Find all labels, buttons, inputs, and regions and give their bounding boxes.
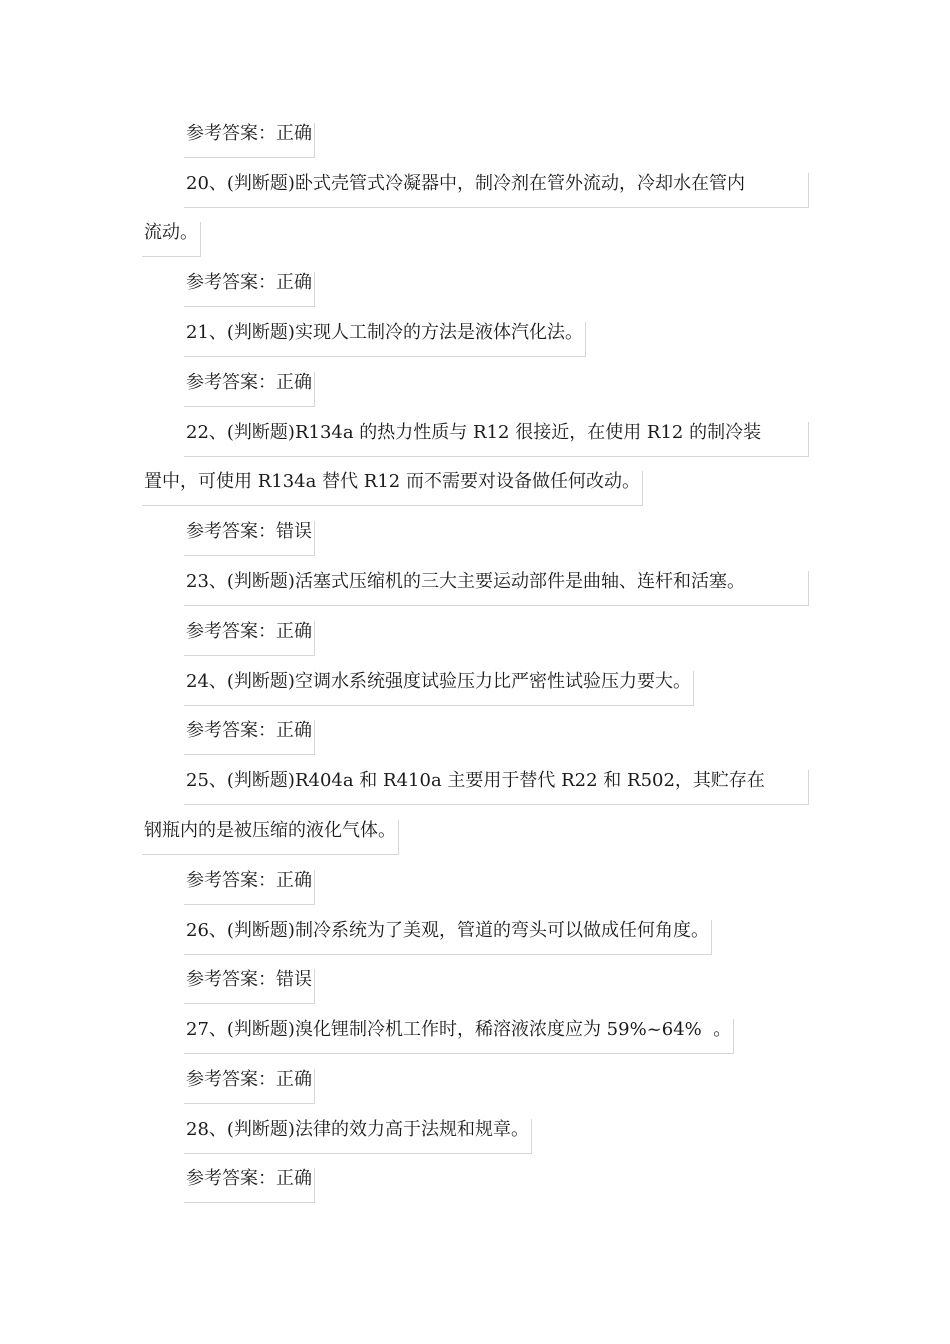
question-line: 28、(判断题)法律的效力高于法规和规章。 [184,1119,532,1154]
answer-line: 参考答案：错误 [184,969,315,1004]
answer-line: 参考答案：正确 [184,1168,315,1203]
question-line: 25、(判断题)R404a 和 R410a 主要用于替代 R22 和 R502，其贮存在 [184,770,809,805]
answer-line: 参考答案：正确 [184,870,315,905]
question-line: 20、(判断题)卧式壳管式冷凝器中，制冷剂在管外流动，冷却水在管内 [184,173,809,208]
answer-line: 参考答案：正确 [184,720,315,755]
continuation-line: 钢瓶内的是被压缩的液化气体。 [142,820,399,855]
continuation-line: 流动。 [142,222,201,257]
answer-line: 参考答案：正确 [184,272,315,307]
continuation-line: 置中，可使用 R134a 替代 R12 而不需要对设备做任何改动。 [142,471,643,506]
answer-line: 参考答案：正确 [184,1069,315,1104]
question-line: 22、(判断题)R134a 的热力性质与 R12 很接近，在使用 R12 的制冷装 [184,422,809,457]
answer-line: 参考答案：错误 [184,521,315,556]
answer-line: 参考答案：正确 [184,621,315,656]
question-line: 26、(判断题)制冷系统为了美观，管道的弯头可以做成任何角度。 [184,920,712,955]
question-line: 23、(判断题)活塞式压缩机的三大主要运动部件是曲轴、连杆和活塞。 [184,571,809,606]
question-line: 24、(判断题)空调水系统强度试验压力比严密性试验压力要大。 [184,671,694,706]
question-line: 21、(判断题)实现人工制冷的方法是液体汽化法。 [184,322,586,357]
answer-line: 参考答案：正确 [184,123,315,158]
question-line: 27、(判断题)溴化锂制冷机工作时，稀溶液浓度应为 59%~64% 。 [184,1019,734,1054]
answer-line: 参考答案：正确 [184,372,315,407]
